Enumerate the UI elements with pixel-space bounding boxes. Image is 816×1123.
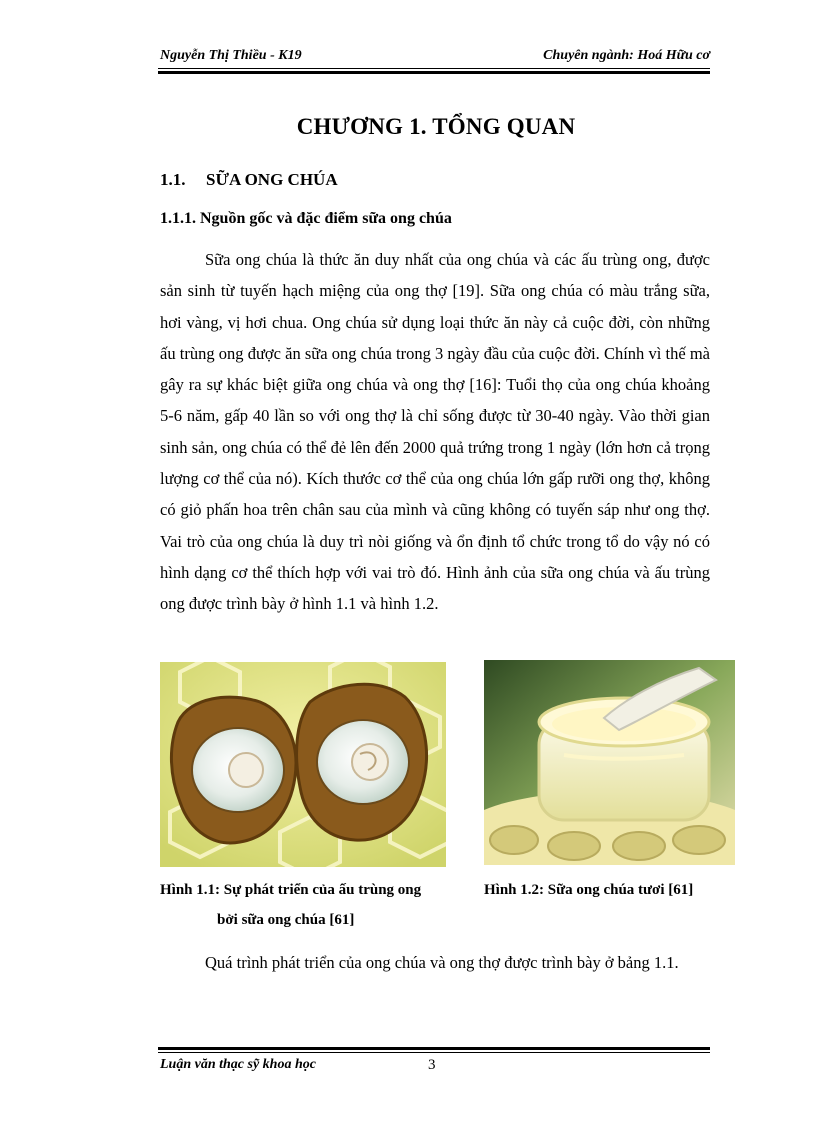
figure-1-1-caption-line1: Hình 1.1: Sự phát triển của ấu trùng ong <box>160 882 422 898</box>
figure-larvae-image <box>160 662 446 867</box>
footer-rule-thin <box>158 1052 710 1053</box>
figure-1-1-caption-line2: bởi sữa ong chúa [61] <box>217 912 355 928</box>
header-author: Nguyễn Thị Thiều - K19 <box>160 48 302 63</box>
figure-1-2-caption: Hình 1.2: Sữa ong chúa tươi [61] <box>484 882 694 898</box>
royal-jelly-illustration <box>484 660 735 865</box>
chapter-title: CHƯƠNG 1. TỔNG QUAN <box>296 114 576 139</box>
subsection-heading: 1.1.1. Nguồn gốc và đặc điểm sữa ong chúa <box>160 210 452 227</box>
section-title: SỮA ONG CHÚA <box>206 170 338 189</box>
section-number: 1.1. <box>160 170 186 189</box>
figure-1-1-caption <box>160 875 460 935</box>
section-heading <box>160 170 338 190</box>
footer-rule-thick <box>158 1047 710 1050</box>
header-rule-thin <box>158 68 710 69</box>
header-rule-thick <box>158 71 710 74</box>
footer-thesis-label: Luận văn thạc sỹ khoa học <box>160 1057 316 1072</box>
body-paragraph-1: Sữa ong chúa là thức ăn duy nhất của ong chúa và các ấu trùng ong, được sản sinh từ tuyến hạch miệng của ong thợ [19]. Sữa ong chúa có màu trắng sữa, hơi vàng, vị hơi chua. Ong chúa sử dụng loại thức ăn này cả cuộc đời, còn những ấu trùng ong được ăn sữa ong chúa trong 3 ngày đầu của cuộc đời. Chính vì thế mà gây ra sự khác biệt giữa ong chúa và ong thợ [16]: Tuổi thọ của ong chúa khoảng 5-6 năm, gấp 40 lần so với ong thợ là chỉ sống được từ 30-40 ngày. Vào thời gian sinh sản, ong chúa có thể đẻ lên đến 2000 quả trứng trong 1 ngày (lớn hơn cả trọng lượng cơ thể của nó). Kích thước cơ thể của ong chúa lớn gấp rưỡi ong thợ, không có giỏ phấn hoa trên chân sau của mình và cũng không có tuyến sáp như ong thợ. Vai trò của ong chúa là duy trì nòi giống và ổn định tổ chức trong tổ do vậy nó có hình dạng cơ thể thích hợp với vai trò đó. Hình ảnh của sữa ong chúa và ấu trùng ong được trình bày ở hình 1.1 và hình 1.2. <box>160 250 710 614</box>
larvae-illustration <box>160 662 446 867</box>
header-major: Chuyên ngành: Hoá Hữu cơ <box>543 48 710 63</box>
page-number: 3 <box>428 1057 436 1073</box>
body-paragraph-2: Quá trình phát triển của ong chúa và ong thợ được trình bày ở bảng 1.1. <box>205 953 679 972</box>
figure-royal-jelly-image <box>484 660 735 865</box>
